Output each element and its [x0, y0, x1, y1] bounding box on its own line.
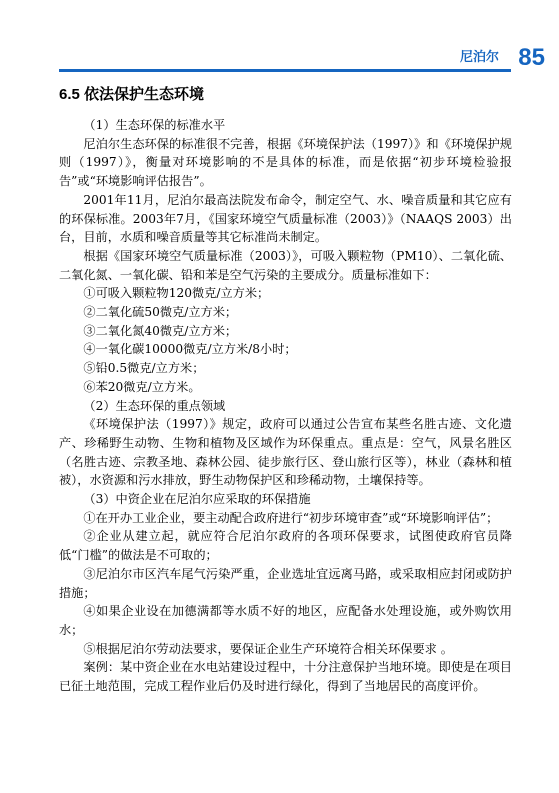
standard-item: ③二氧化氮40微克/立方米；	[83, 323, 238, 338]
paragraph: 根据《国家环境空气质量标准（2003）》，可吸入颗粒物（PM10）、二氧化硫、二氧化氮、一氧化碳、铅和苯是空气污染的主要成分。质量标准如下：	[59, 248, 512, 282]
standard-item: ④一氧化碳10000微克/立方米/8小时；	[83, 342, 297, 357]
subsection-2-title: （2）生态环保的重点领域	[83, 398, 226, 413]
section-heading: 6.5 依法保护生态环境	[59, 86, 205, 103]
standard-item: ①可吸入颗粒物120微克/立方米；	[83, 286, 270, 301]
subsection-3-title: （3）中资企业在尼泊尔应采取的环保措施	[83, 492, 311, 507]
subsection-1-title: （1）生态环保的标准水平	[83, 118, 226, 132]
case-paragraph: 案例：某中资企业在水电站建设过程中，十分注意保护当地环境。即使是在项目已征土地范围，完成工程作业后仍及时进行绿化，得到了当地居民的高度评价。	[59, 660, 512, 694]
measure-item: ①在开办工业企业，要主动配合政府进行“初步环境审查”或“环境影响评估”；	[83, 510, 499, 525]
running-title: 尼泊尔	[459, 49, 499, 64]
paragraph: 2001年11月，尼泊尔最高法院发布命令，制定空气、水、噪音质量和其它应有的环保标准。2003年7月，《国家环境空气质量标准（2003）》（NAAQS 2003）出台，目前，水质和噪音质量等其它标准尚未制定。	[59, 192, 512, 245]
page-number: 85	[518, 44, 545, 71]
measure-item: ②企业从建立起，就应符合尼泊尔政府的各项环保要求，试图使政府官员降低“门槛”的做法是不可取的；	[59, 529, 512, 563]
standard-item: ②二氧化硫50微克/立方米；	[83, 305, 238, 320]
measure-item: ⑤根据尼泊尔劳动法要求，要保证企业生产环境符合相关环保要求 。	[83, 641, 453, 656]
paragraph: 尼泊尔生态环保的标准很不完善，根据《环境保护法（1997）》和《环境保护规则（1997）》，衡量对环境影响的不是具体的标准，而是依据“初步环境检验报告”或“环境影响评估报告”。	[59, 136, 512, 189]
measure-item: ④如果企业设在加德满都等水质不好的地区，应配备水处理设施，或外购饮用水；	[59, 604, 512, 637]
header-rule	[59, 69, 511, 72]
body-text	[59, 116, 512, 696]
measure-item: ③尼泊尔市区汽车尾气污染严重，企业选址宜远离马路，或采取相应封闭或防护措施；	[59, 566, 512, 600]
standard-item: ⑥苯20微克/立方米。	[83, 379, 201, 394]
paragraph: 《环境保护法（1997）》规定，政府可以通过公告宣布某些名胜古迹、文化遗产、珍稀野生动物、生物和植物及区域作为环保重点。重点是：空气，风景名胜区（名胜古迹、宗教圣地、森林公园、徒步旅行区、登山旅行区等），林业（森林和植被），水资源和污水排放，野生动物保护区和珍稀动物，土壤保持等。	[59, 417, 512, 488]
standard-item: ⑤铅0.5微克/立方米；	[83, 361, 205, 376]
